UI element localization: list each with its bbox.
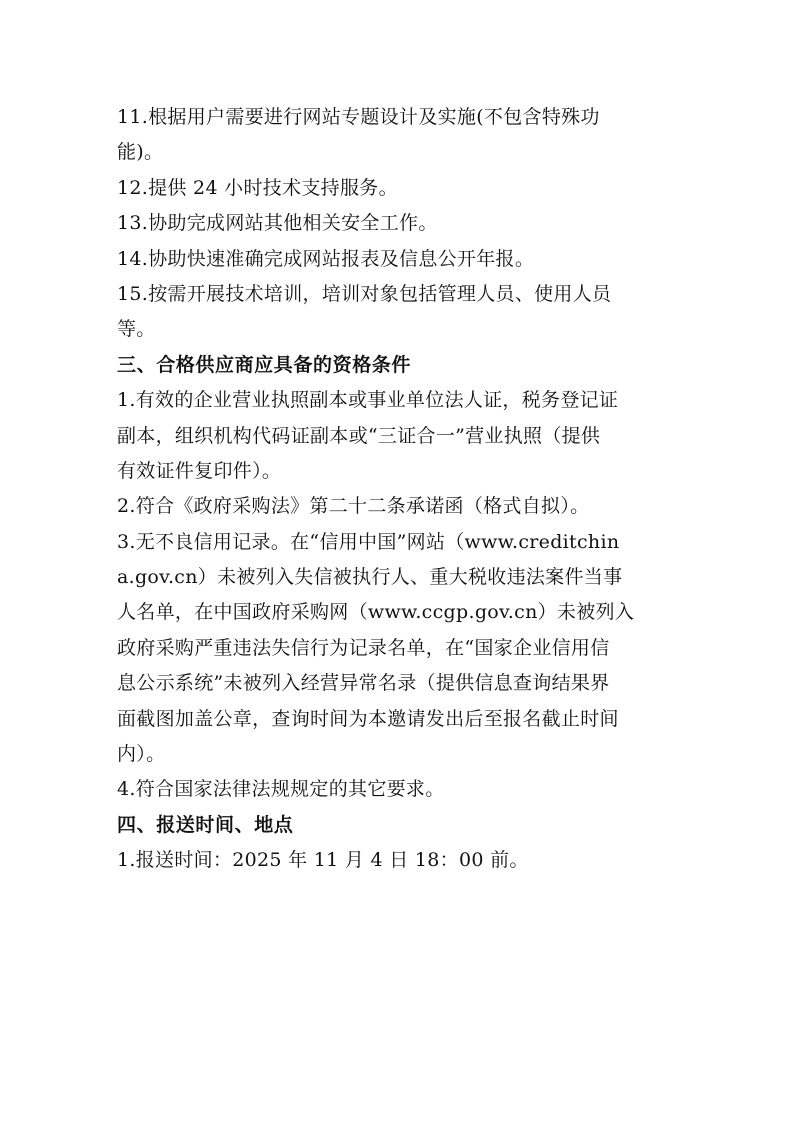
body-line: 4.符合国家法律法规规定的其它要求。: [117, 778, 445, 801]
body-line: 13.协助完成网站其他相关安全工作。: [117, 212, 438, 235]
section-heading: 四、报送时间、地点: [117, 813, 294, 836]
body-line: 1.有效的企业营业执照副本或事业单位法人证，税务登记证: [117, 389, 619, 412]
body-line: a.gov.cn）未被列入失信被执行人、重大税收违法案件当事: [117, 566, 623, 589]
body-line: 面截图加盖公章，查询时间为本邀请发出后至报名截止时间: [117, 707, 619, 730]
document-body: [117, 100, 677, 879]
body-line: 能)。: [117, 141, 164, 164]
body-line: 15.按需开展技术培训，培训对象包括管理人员、使用人员: [117, 282, 612, 305]
body-line: 息公示系统”未被列入经营异常名录（提供信息查询结果界: [117, 672, 610, 695]
section-heading: 三、合格供应商应具备的资格条件: [117, 353, 412, 376]
body-line: 副本，组织机构代码证副本或“三证合一”营业执照（提供: [117, 424, 601, 447]
body-line: 11.根据用户需要进行网站专题设计及实施(不包含特殊功: [117, 106, 600, 128]
body-line: 内）。: [117, 743, 166, 766]
body-line: 政府采购严重违法失信行为记录名单，在“国家企业信用信: [117, 636, 610, 659]
body-line: 1.报送时间：2025 年 11 月 4 日 18：00 前。: [117, 849, 529, 872]
body-line: 有效证件复印件）。: [117, 459, 282, 482]
body-line: 等。: [117, 318, 156, 341]
body-line: 人名单，在中国政府采购网（www.ccgp.gov.cn）未被列入: [117, 601, 635, 624]
body-line: 14.协助快速准确完成网站报表及信息公开年报。: [117, 247, 535, 270]
body-line: 2.符合《政府采购法》第二十二条承诺函（格式自拟）。: [117, 495, 590, 518]
body-line: 12.提供 24 小时技术支持服务。: [117, 176, 398, 199]
body-line: 3.无不良信用记录。在“信用中国”网站（www.creditchin: [117, 530, 620, 553]
